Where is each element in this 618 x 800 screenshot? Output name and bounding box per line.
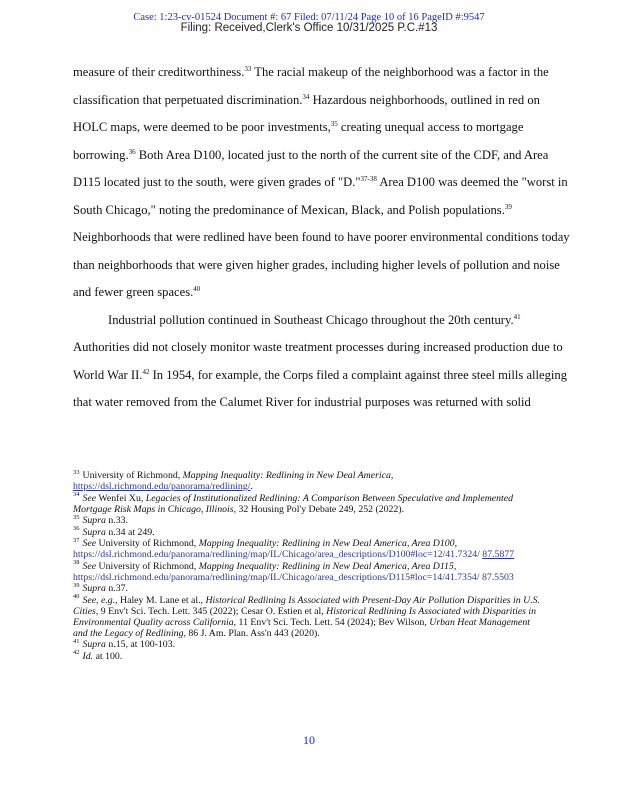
footnote-reference: 33 <box>244 64 252 73</box>
footnote <box>73 515 547 526</box>
footnote-text: Supra n.33. <box>82 515 128 526</box>
body-line-text: measure of their creditworthiness. <box>73 65 245 79</box>
footnote-reference: 35 <box>330 119 338 128</box>
body-line-text: World War II. <box>73 367 143 382</box>
footnote-text: See, e.g., Haley M. Lane et al., Historical Redlining Is Associated with Present-Day Air Pollution Disparities in U.S. Cities, 9 Env't Sci. Tech. Lett. 345 (2022); Cesar O. Estien et al, Historical Redlining Is Associated with Disparities in Environmental Quality across California, 11 Env't Sci. Tech. Lett. 54 (2024); Bev Wilson, Urban Heat Management and the Legacy of Redlining, 86 J. Am. Plan. Ass'n 443 (2020). <box>73 594 540 639</box>
body-line <box>73 367 567 383</box>
body-line-text: In 1954, for example, the Corps filed a complaint against three steel mills alleging <box>149 367 568 382</box>
footnotes <box>73 470 547 662</box>
footnote-number: 33 <box>73 468 80 476</box>
body-line <box>73 92 540 108</box>
footnote <box>73 651 547 662</box>
footnote-reference: 36 <box>128 147 136 156</box>
footnote-text: University of Richmond, Mapping Inequality: Redlining in New Deal America, https://dsl.richmond.edu/panorama/redlining/. <box>73 470 394 492</box>
footnote-number: 35 <box>73 513 80 521</box>
body-line-text: Both Area D100, located just to the north of the current site of the CDF, and Area <box>135 147 549 162</box>
footnote-number: 39 <box>73 581 80 589</box>
body-line-text: Authorities did not closely monitor waste treatment processes during increased production due to <box>73 340 563 354</box>
footnote-reference: 41 <box>513 312 521 321</box>
body-line <box>73 147 548 163</box>
body-line-text: D115 located just to the south, were given grades of "D." <box>73 175 361 189</box>
body-line <box>73 64 549 80</box>
footnote-reference: 42 <box>142 367 150 376</box>
footnote-text: Supra n.15, at 100-103. <box>82 639 176 650</box>
body-line-text: creating unequal access to mortgage <box>337 120 524 134</box>
body-line-text: The racial makeup of the neighborhood was a factor in the <box>251 65 549 79</box>
footnote-reference: 40 <box>193 284 201 293</box>
filing-stamp: Filing: Received,Clerk's Office 10/31/2025 P.C.#13 <box>180 22 438 34</box>
footnote-number: 38 <box>73 559 80 567</box>
footnote-reference: 37-38 <box>360 174 377 183</box>
body-line-text: that water removed from the Calumet River for industrial purposes was returned with solid <box>73 395 531 409</box>
footnote-text: Supra n.37. <box>82 583 128 594</box>
body-line <box>73 339 563 355</box>
footnote-text: See Wenfei Xu, Legacies of Institutionalized Redlining: A Comparison Between Speculative and Implemented Mortgage Risk Maps in Chicago, Illinois, 32 Housing Pol'y Debate 249, 252 (2022). <box>73 492 513 515</box>
footnote-number: 36 <box>73 525 80 533</box>
body-line-text: South Chicago," noting the predominance of Mexican, Black, and Polish populations. <box>73 202 505 217</box>
body-line-text: classification that perpetuated discrimination. <box>73 92 303 107</box>
body-line <box>73 229 570 245</box>
footnote <box>73 527 547 538</box>
footnote-text: Supra n.34 at 249. <box>82 526 155 538</box>
footnote-reference: 34 <box>302 92 310 101</box>
body-line <box>73 202 512 218</box>
footnote <box>73 538 547 560</box>
footnote-text: See University of Richmond, Mapping Inequality: Redlining in New Deal America, Area D115, https://dsl.richmond.edu/panorama/redlining/map/IL/Chicago/area_descriptions/D115#loc=14/41.7354/ 87.5503 <box>73 560 514 583</box>
body-line-text: Industrial pollution continued in Southeast Chicago throughout the 20th century. <box>108 312 514 327</box>
footnote-number: 42 <box>73 649 80 657</box>
body-line <box>73 174 568 190</box>
footnote-reference: 39 <box>504 202 512 211</box>
body-line-text: HOLC maps, were deemed to be poor investments, <box>73 120 331 134</box>
footnote-number: 37 <box>73 536 80 544</box>
footnote-number: 41 <box>73 637 80 645</box>
body-line-text: Area D100 was deemed the "worst in <box>376 175 568 189</box>
footnote-number: 34 <box>73 491 80 499</box>
body-line <box>73 257 560 273</box>
footnote <box>73 639 547 650</box>
body-line <box>73 394 531 410</box>
footnote <box>73 583 547 594</box>
body-line <box>73 119 523 135</box>
footnote-number: 40 <box>73 593 80 601</box>
body-line-text: than neighborhoods that were given higher grades, including higher levels of pollution and noise <box>73 257 560 272</box>
body-line-text: Neighborhoods that were redlined have been found to have poorer environmental conditions today <box>73 230 570 244</box>
footnote <box>73 470 547 492</box>
body-line <box>73 312 521 328</box>
footnote-text: See University of Richmond, Mapping Inequality: Redlining in New Deal America, Area D100, https://dsl.richmond.edu/panorama/redlining/map/IL/Chicago/area_descriptions/D100#loc=12/41.7324/ 87.5877 <box>73 538 515 560</box>
footnote <box>73 561 547 583</box>
body-line-text: and fewer green spaces. <box>73 285 194 299</box>
footnote <box>73 493 547 515</box>
page-number: 10 <box>303 733 315 747</box>
footnote <box>73 595 547 639</box>
body-line-text: borrowing. <box>73 147 129 162</box>
footnote-text: Id. at 100. <box>82 650 123 662</box>
case-header: Case: 1:23-cv-01524 Document #: 67 Filed: 07/11/24 Page 10 of 16 PageID #:9547 <box>133 12 485 23</box>
body-line <box>73 284 200 300</box>
body-line-text: Hazardous neighborhoods, outlined in red on <box>309 92 540 107</box>
